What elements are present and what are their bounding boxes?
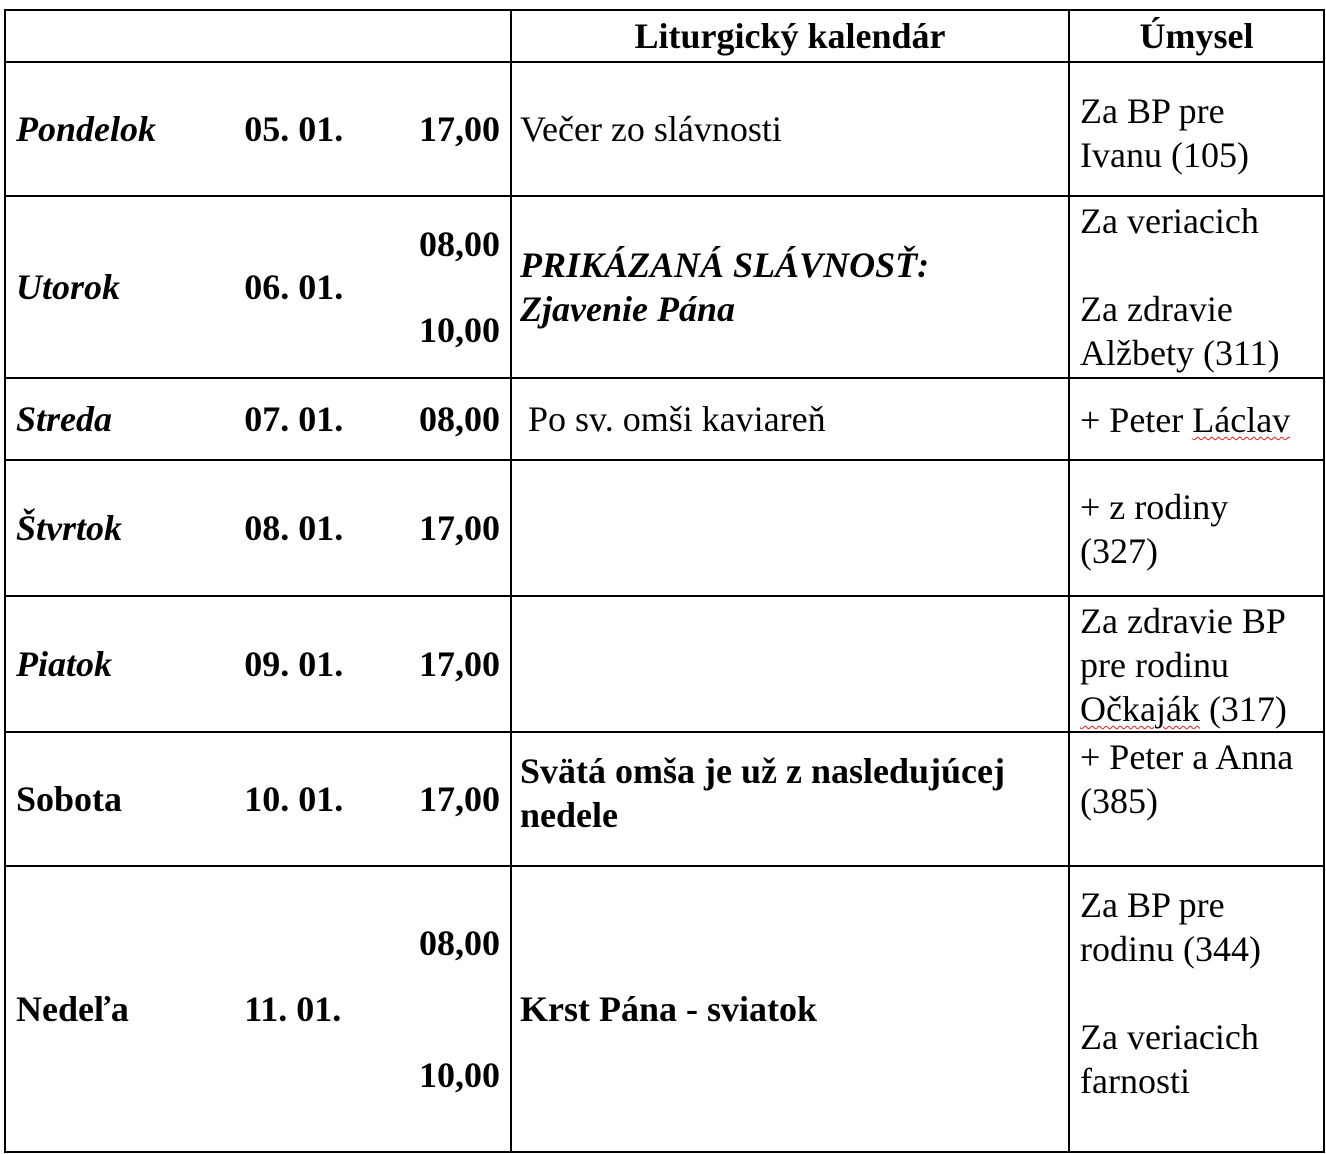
- day-date-time-cell: [5, 732, 511, 866]
- mass-times: [392, 107, 510, 151]
- calendar-line: nedele: [520, 795, 618, 835]
- day-date-time-cell: [5, 62, 511, 196]
- table-row: [5, 460, 1324, 596]
- day-name: Streda: [16, 399, 113, 439]
- intention-cell: [1069, 196, 1324, 378]
- table-row: [5, 866, 1324, 1152]
- mass-times: [392, 777, 510, 821]
- intention-line: Za veriacich: [1080, 201, 1259, 241]
- mass-times: [392, 506, 510, 550]
- day-name: Sobota: [16, 779, 123, 819]
- mass-time: 17,00: [419, 508, 501, 548]
- mass-time: 17,00: [419, 644, 501, 684]
- date: 11. 01.: [244, 989, 342, 1029]
- header-empty-cell: [5, 10, 511, 62]
- mass-time: 10,00: [419, 1055, 501, 1095]
- mass-time: 08,00: [419, 399, 501, 439]
- mass-times: [392, 642, 510, 686]
- calendar-cell: Večer zo slávnosti: [511, 62, 1069, 196]
- intention-suffix: (317): [1199, 689, 1287, 729]
- table-row: [5, 596, 1324, 732]
- intention-line: farnosti: [1080, 1061, 1190, 1101]
- intention-cell: [1069, 596, 1324, 732]
- mass-time: 08,00: [419, 923, 501, 963]
- mass-time: 17,00: [419, 779, 501, 819]
- day-date-time-cell: [5, 866, 511, 1152]
- calendar-cell: Po sv. omši kaviareň: [511, 378, 1069, 460]
- intention-cell: [1069, 866, 1324, 1152]
- header-intention: Úmysel: [1069, 10, 1324, 62]
- intention-line: + Peter a Anna: [1080, 737, 1294, 777]
- intention-name: Očkaják: [1080, 689, 1200, 729]
- intention-line: Za veriacich: [1080, 1017, 1259, 1057]
- day-date-time-cell: [5, 378, 511, 460]
- intention-cell: [1069, 732, 1324, 866]
- date: 07. 01.: [244, 399, 344, 439]
- header-row: [5, 10, 1324, 62]
- mass-times: [392, 397, 510, 441]
- intention-cell: [1069, 62, 1324, 196]
- intention-line: + Peter: [1080, 400, 1193, 440]
- intention-line: pre rodinu: [1080, 645, 1229, 685]
- day-name: Nedeľa: [16, 989, 129, 1029]
- date: 10. 01.: [244, 779, 344, 819]
- intention-line: + z rodiny: [1080, 487, 1229, 527]
- intention-line: Za zdravie: [1080, 289, 1233, 329]
- intention-name: Láclav: [1192, 400, 1291, 440]
- table-row: [5, 732, 1324, 866]
- calendar-cell: Krst Pána - sviatok: [511, 866, 1069, 1152]
- intention-cell: [1069, 378, 1324, 460]
- table-row: [5, 62, 1324, 196]
- intention-line: (327): [1080, 531, 1158, 571]
- date: 08. 01.: [244, 508, 344, 548]
- table-row: [5, 378, 1324, 460]
- day-name: Štvrtok: [16, 508, 123, 548]
- intention-line: [1080, 687, 1315, 731]
- calendar-cell: [511, 596, 1069, 732]
- day-date-time-cell: [5, 596, 511, 732]
- mass-time: 08,00: [419, 224, 501, 264]
- calendar-cell: [511, 196, 1069, 378]
- day-date-time-cell: [5, 460, 511, 596]
- intention-cell: [1069, 460, 1324, 596]
- calendar-cell: [511, 460, 1069, 596]
- calendar-line: Svätá omša je už z nasledujúcej: [520, 751, 1005, 791]
- date: 05. 01.: [244, 109, 344, 149]
- day-name: Piatok: [16, 644, 112, 684]
- calendar-line: PRIKÁZANÁ SLÁVNOSŤ:: [520, 245, 930, 285]
- intention-line: (385): [1080, 781, 1158, 821]
- mass-times: [392, 921, 510, 1097]
- mass-time: 10,00: [419, 310, 501, 350]
- intention-line: Za BP pre: [1080, 91, 1225, 131]
- date: 06. 01.: [244, 267, 344, 307]
- mass-schedule-table: [4, 9, 1325, 1153]
- intention-line: Alžbety (311): [1080, 333, 1280, 373]
- mass-times: [392, 222, 510, 352]
- date: 09. 01.: [244, 644, 344, 684]
- intention-line: Ivanu (105): [1080, 135, 1249, 175]
- calendar-cell: [511, 732, 1069, 866]
- mass-time: 17,00: [419, 109, 501, 149]
- intention-line: rodinu (344): [1080, 929, 1261, 969]
- calendar-line: Zjavenie Pána: [520, 289, 735, 329]
- header-liturgical-calendar: Liturgický kalendár: [511, 10, 1069, 62]
- day-date-time-cell: [5, 196, 511, 378]
- intention-line: Za zdravie BP: [1080, 601, 1286, 641]
- intention-line: Za BP pre: [1080, 885, 1225, 925]
- day-name: Utorok: [16, 267, 121, 307]
- day-name: Pondelok: [16, 109, 156, 149]
- table-row: [5, 196, 1324, 378]
